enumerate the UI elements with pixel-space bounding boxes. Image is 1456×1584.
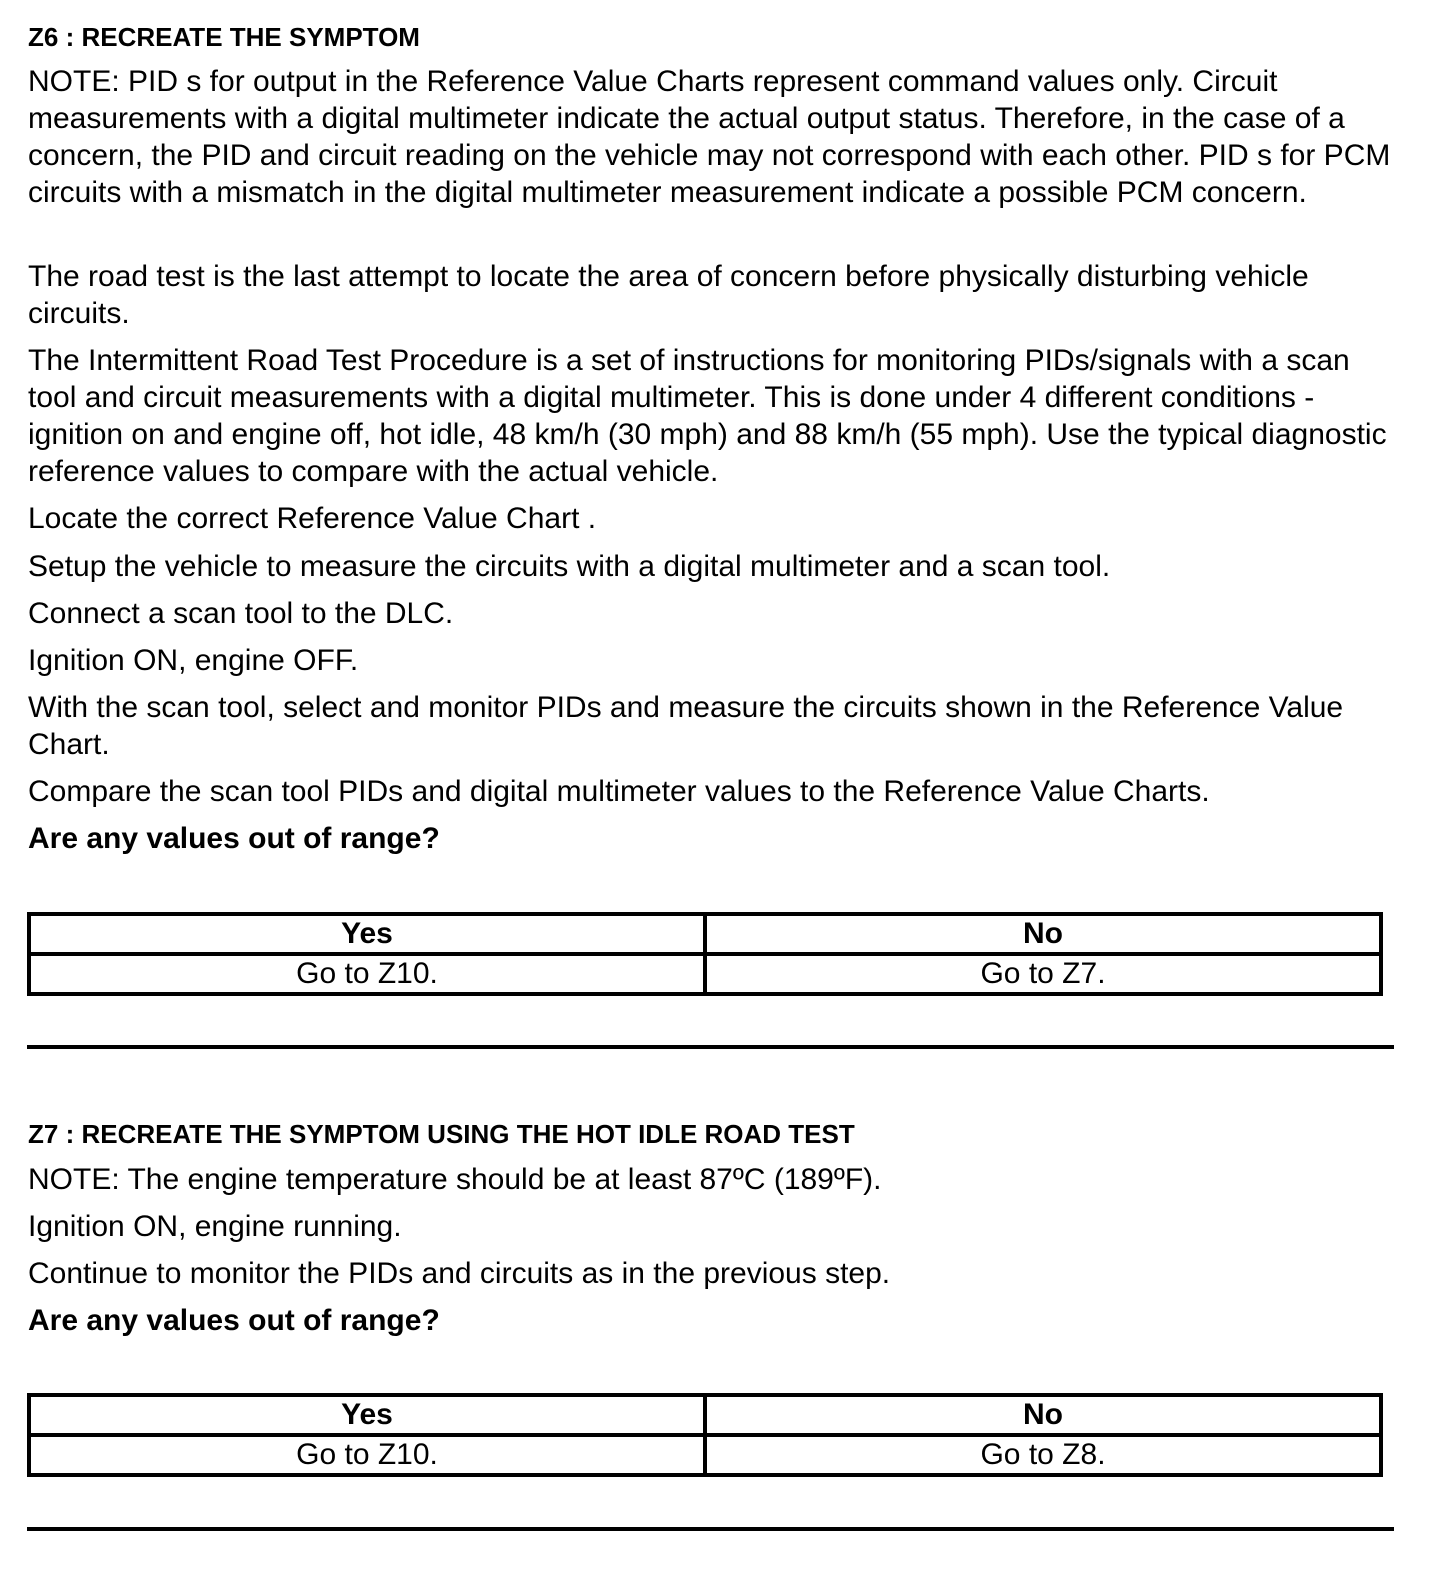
z7-ignition-step: Ignition ON, engine running. — [28, 1210, 402, 1243]
section-divider — [27, 1045, 1394, 1049]
yes-header: Yes — [29, 914, 705, 954]
z7-title: Z7 : RECREATE THE SYMPTOM USING THE HOT IDLE ROAD TEST — [28, 1119, 855, 1149]
yes-action: Go to Z10. — [29, 954, 705, 994]
section-divider — [27, 1527, 1394, 1531]
yes-header: Yes — [29, 1395, 705, 1435]
table-row — [29, 954, 1381, 994]
no-header: No — [705, 914, 1381, 954]
no-action: Go to Z8. — [705, 1435, 1381, 1475]
yes-action: Go to Z10. — [29, 1435, 705, 1475]
z6-setup-step: Setup the vehicle to measure the circuits with a digital multimeter and a scan tool. — [28, 550, 1111, 583]
z6-locate-step: Locate the correct Reference Value Chart . — [28, 502, 597, 535]
z6-connect-step: Connect a scan tool to the DLC. — [28, 597, 454, 630]
z6-select-step: With the scan tool, select and monitor PIDs and measure the circuits shown in the Reference Value Chart. — [28, 691, 1344, 761]
z6-decision-table — [27, 912, 1383, 996]
z6-ignition-step: Ignition ON, engine OFF. — [28, 644, 359, 677]
z6-road-test-paragraph: The road test is the last attempt to locate the area of concern before physically disturbing vehicle circuits. — [28, 260, 1309, 330]
z6-note: NOTE: PID s for output in the Reference Value Charts represent command values only. Circuit measurements with a digital multimeter indicate the actual output status. Therefore, in the case of a concern, the PID and circuit reading on the vehicle may not correspond with each other. PID s for PCM circuits with a mismatch in the digital multimeter measurement indicate a possible PCM concern. — [28, 65, 1391, 209]
z6-compare-step: Compare the scan tool PIDs and digital multimeter values to the Reference Value Charts. — [28, 775, 1210, 808]
z7-decision-table — [27, 1393, 1383, 1477]
z6-title: Z6 : RECREATE THE SYMPTOM — [28, 22, 420, 52]
z6-question: Are any values out of range? — [28, 822, 440, 855]
table-header-row — [29, 914, 1381, 954]
table-row — [29, 1435, 1381, 1475]
table-header-row — [29, 1395, 1381, 1435]
z7-continue-step: Continue to monitor the PIDs and circuits as in the previous step. — [28, 1257, 891, 1290]
z7-note: NOTE: The engine temperature should be at least 87ºC (189ºF). — [28, 1163, 882, 1196]
z6-procedure-paragraph: The Intermittent Road Test Procedure is a set of instructions for monitoring PIDs/signals with a scan tool and circuit measurements with a digital multimeter. This is done under 4 different conditions - ignition on and engine off, hot idle, 48 km/h (30 mph) and 88 km/h (55 mph). Use the typical diagnostic reference values to compare with the actual vehicle. — [28, 344, 1387, 488]
z7-question: Are any values out of range? — [28, 1304, 440, 1337]
no-header: No — [705, 1395, 1381, 1435]
no-action: Go to Z7. — [705, 954, 1381, 994]
